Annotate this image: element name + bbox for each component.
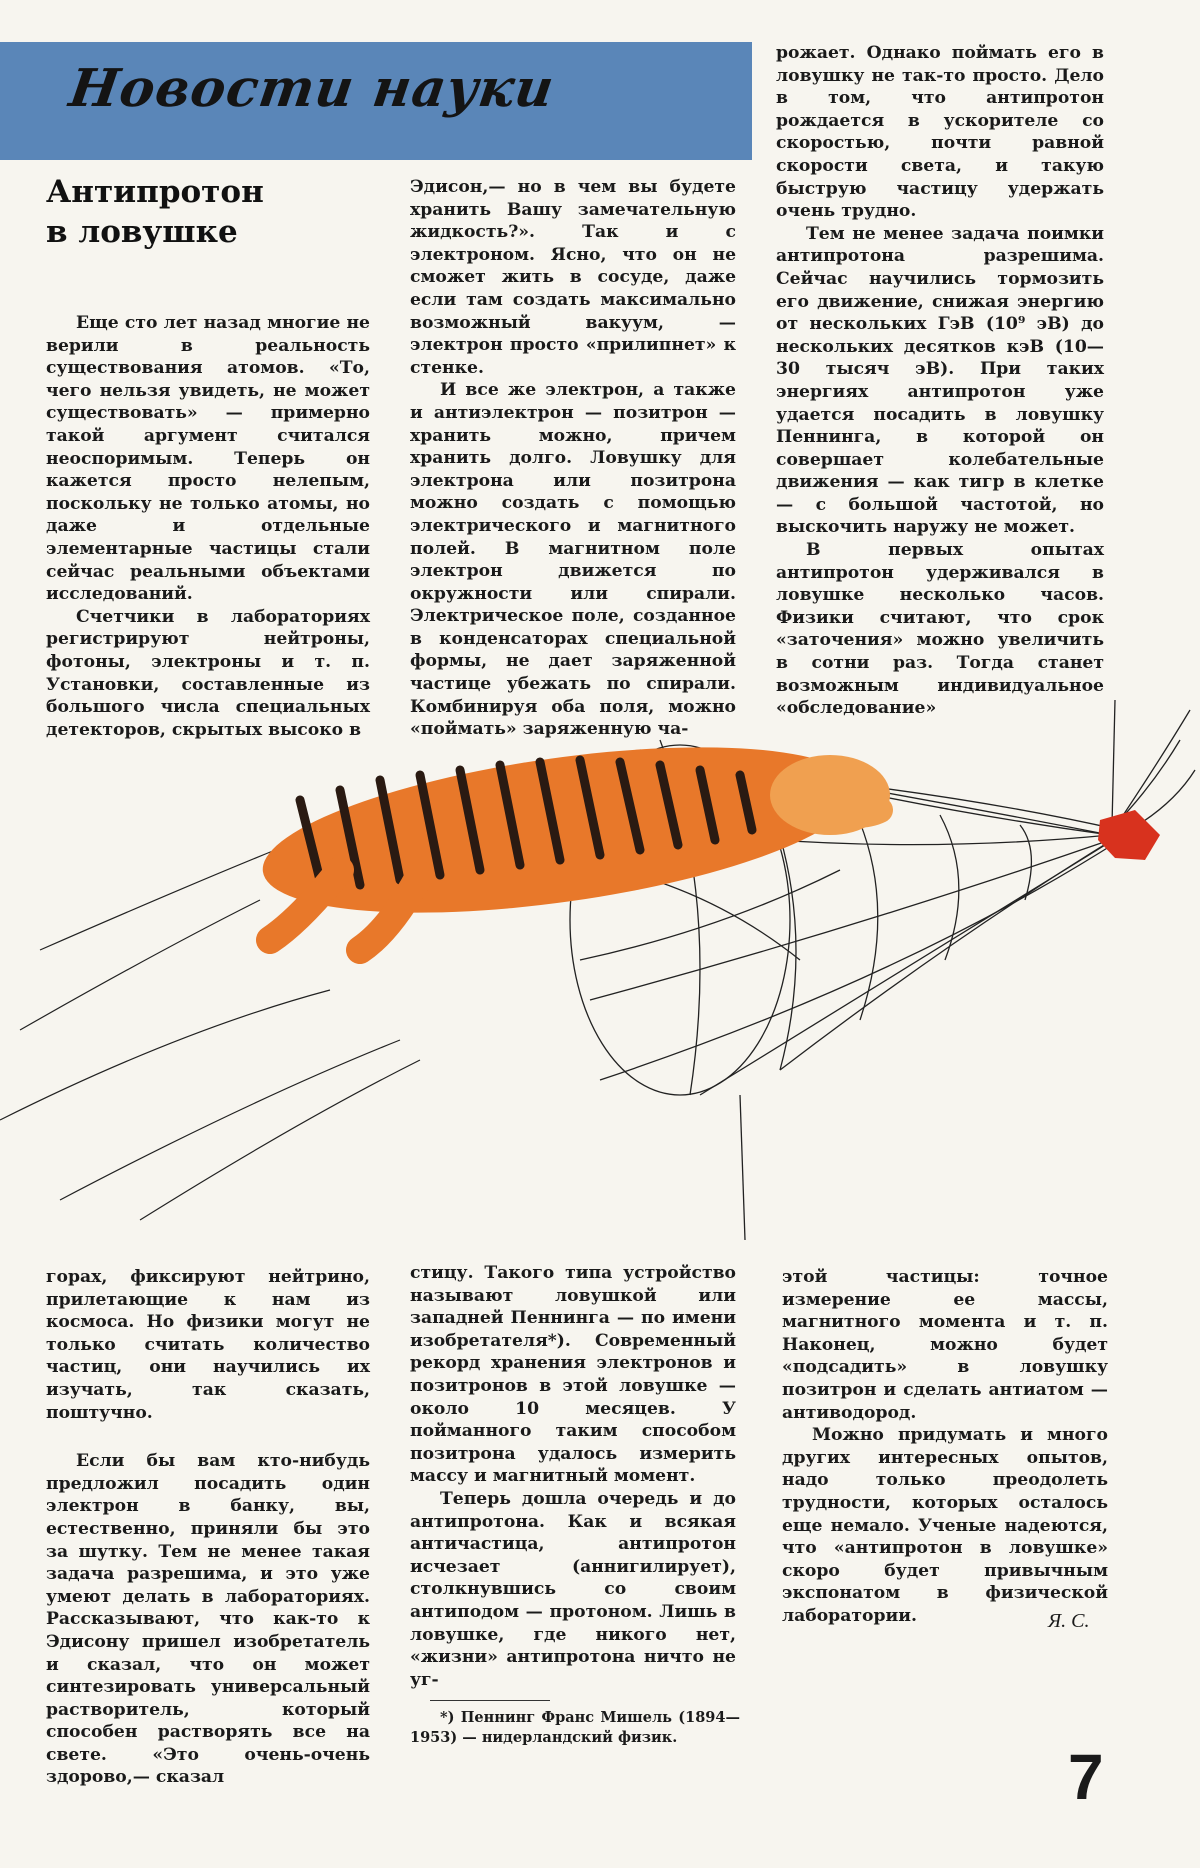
title-line-1: Антипротон bbox=[46, 174, 264, 210]
paragraph: Можно придумать и много других интересных опытов, надо только преодолеть трудности, которых осталось еще немало. Ученые надеются, что «антипротон в ловушке» скоро будет привычным экспонатом в физической лаборатории. bbox=[782, 1425, 1108, 1626]
paragraph: Тем не менее задача поимки антипротона разрешима. Сейчас научились тормозить его движение, снижая энергию от нескольких ГэВ (10⁹ эВ) до нескольких десятков кэВ (10—30 тысяч эВ). При таких энергиях антипротон уже удается посадить в ловушку Пеннинга, в которой он совершает колебательные движения — как тигр в клетке — с большой частотой, но выскочить наружу не может. bbox=[776, 223, 1104, 538]
column-1-bottom bbox=[46, 1266, 370, 1789]
paragraph: рожает. Однако поймать его в ловушку не так-то просто. Дело в том, что антипротон рождается в ускорителе со скоростью, почти равной скорости света, и такую быструю частицу удержать очень трудно. bbox=[776, 43, 1104, 222]
footnote-text: *) Пеннинг Франс Мишель (1894—1953) — нидерландский физик. bbox=[410, 1709, 740, 1746]
paragraph: Теперь дошла очередь и до антипротона. Как и всякая античастица, антипротон исчезает (аннигилирует), столкнувшись со своим антиподом — протоном. Лишь в ловушке, где никого нет, «жизни» антипротона ничто не уг- bbox=[410, 1488, 736, 1690]
paragraph: этой частицы: точное измерение ее массы, магнитного момента и т. п. Наконец, можно будет «подсадить» в ловушку позитрон и сделать антиатом — антиводород. bbox=[782, 1267, 1108, 1423]
column-2-bottom bbox=[410, 1262, 736, 1691]
net-knot bbox=[1098, 810, 1160, 860]
paragraph: Еще сто лет назад многие не верили в реальность существования атомов. «То, чего нельзя увидеть, не может существовать» — примерно такой аргумент считался неоспоримым. Теперь он кажется просто нелепым, поскольку не только атомы, но даже и отдельные элементарные частицы стали сейчас реальными объектами исследований. bbox=[46, 313, 370, 605]
title-line-2: в ловушке bbox=[46, 214, 238, 250]
column-3-bottom bbox=[782, 1266, 1108, 1628]
footnote bbox=[410, 1708, 740, 1748]
author-signature: Я. С. bbox=[1048, 1610, 1090, 1632]
section-title: Новости науки bbox=[65, 58, 559, 119]
article-title bbox=[46, 172, 366, 252]
paragraph: Эдисон,— но в чем вы будете хранить Вашу замечательную жидкость?». Так и с электроном. Ясно, что он не сможет жить в сосуде, даже если там создать максимально возможный вакуум, — электрон просто «прилипнет» к стенке. bbox=[410, 177, 736, 378]
paragraph: В первых опытах антипротон удерживался в ловушке несколько часов. Физики считают, что срок «заточения» можно увеличить в сотни раз. Тогда станет возможным индивидуальное «обследование» bbox=[776, 540, 1104, 719]
tiger-in-net-illustration bbox=[0, 700, 1200, 1240]
paragraph: Если бы вам кто-нибудь предложил посадить один электрон в банку, вы, естественно, приняли бы это за шутку. Тем не менее такая задача разрешима, и это уже умеют делать в лабораториях. Рассказывают, что как-то к Эдисону пришел изобретатель и сказал, что он может синтезировать универсальный растворитель, который способен растворять все на свете. «Это очень-очень здорово,— сказал bbox=[46, 1451, 370, 1788]
column-2-top bbox=[410, 176, 736, 741]
paragraph: И все же электрон, а также и антиэлектрон — позитрон — хранить можно, причем хранить долго. Ловушку для электрона или позитрона можно создать с помощью электрического и магнитного полей. В магнитном поле электрон движется по окружности или спирали. Электрическое поле, созданное в конденсаторах специальной формы, не дает заряженной частице убежать по спирали. Комбинируя оба поля, можно «поймать» заряженную ча- bbox=[410, 380, 736, 740]
paragraph: стицу. Такого типа устройство называют ловушкой или западней Пеннинга — по имени изобретателя*). Современный рекорд хранения электронов и позитронов в этой ловушке — около 10 месяцев. У пойманного таким способом позитрона удалось измерить массу и магнитный момент. bbox=[410, 1263, 736, 1487]
column-3-top bbox=[776, 42, 1104, 720]
column-1-top bbox=[46, 312, 370, 741]
paragraph: Счетчики в лабораториях регистрируют нейтроны, фотоны, электроны и т. п. Установки, составленные из большого числа специальных детекторов, скрытых высоко в bbox=[46, 606, 370, 740]
footnote-rule bbox=[430, 1700, 550, 1701]
page-number: 7 bbox=[1068, 1741, 1104, 1813]
paragraph: горах, фиксируют нейтрино, прилетающие к нам из космоса. Но физики могут не только считать количество частиц, они научились их изучать, так сказать, поштучно. bbox=[46, 1267, 370, 1423]
